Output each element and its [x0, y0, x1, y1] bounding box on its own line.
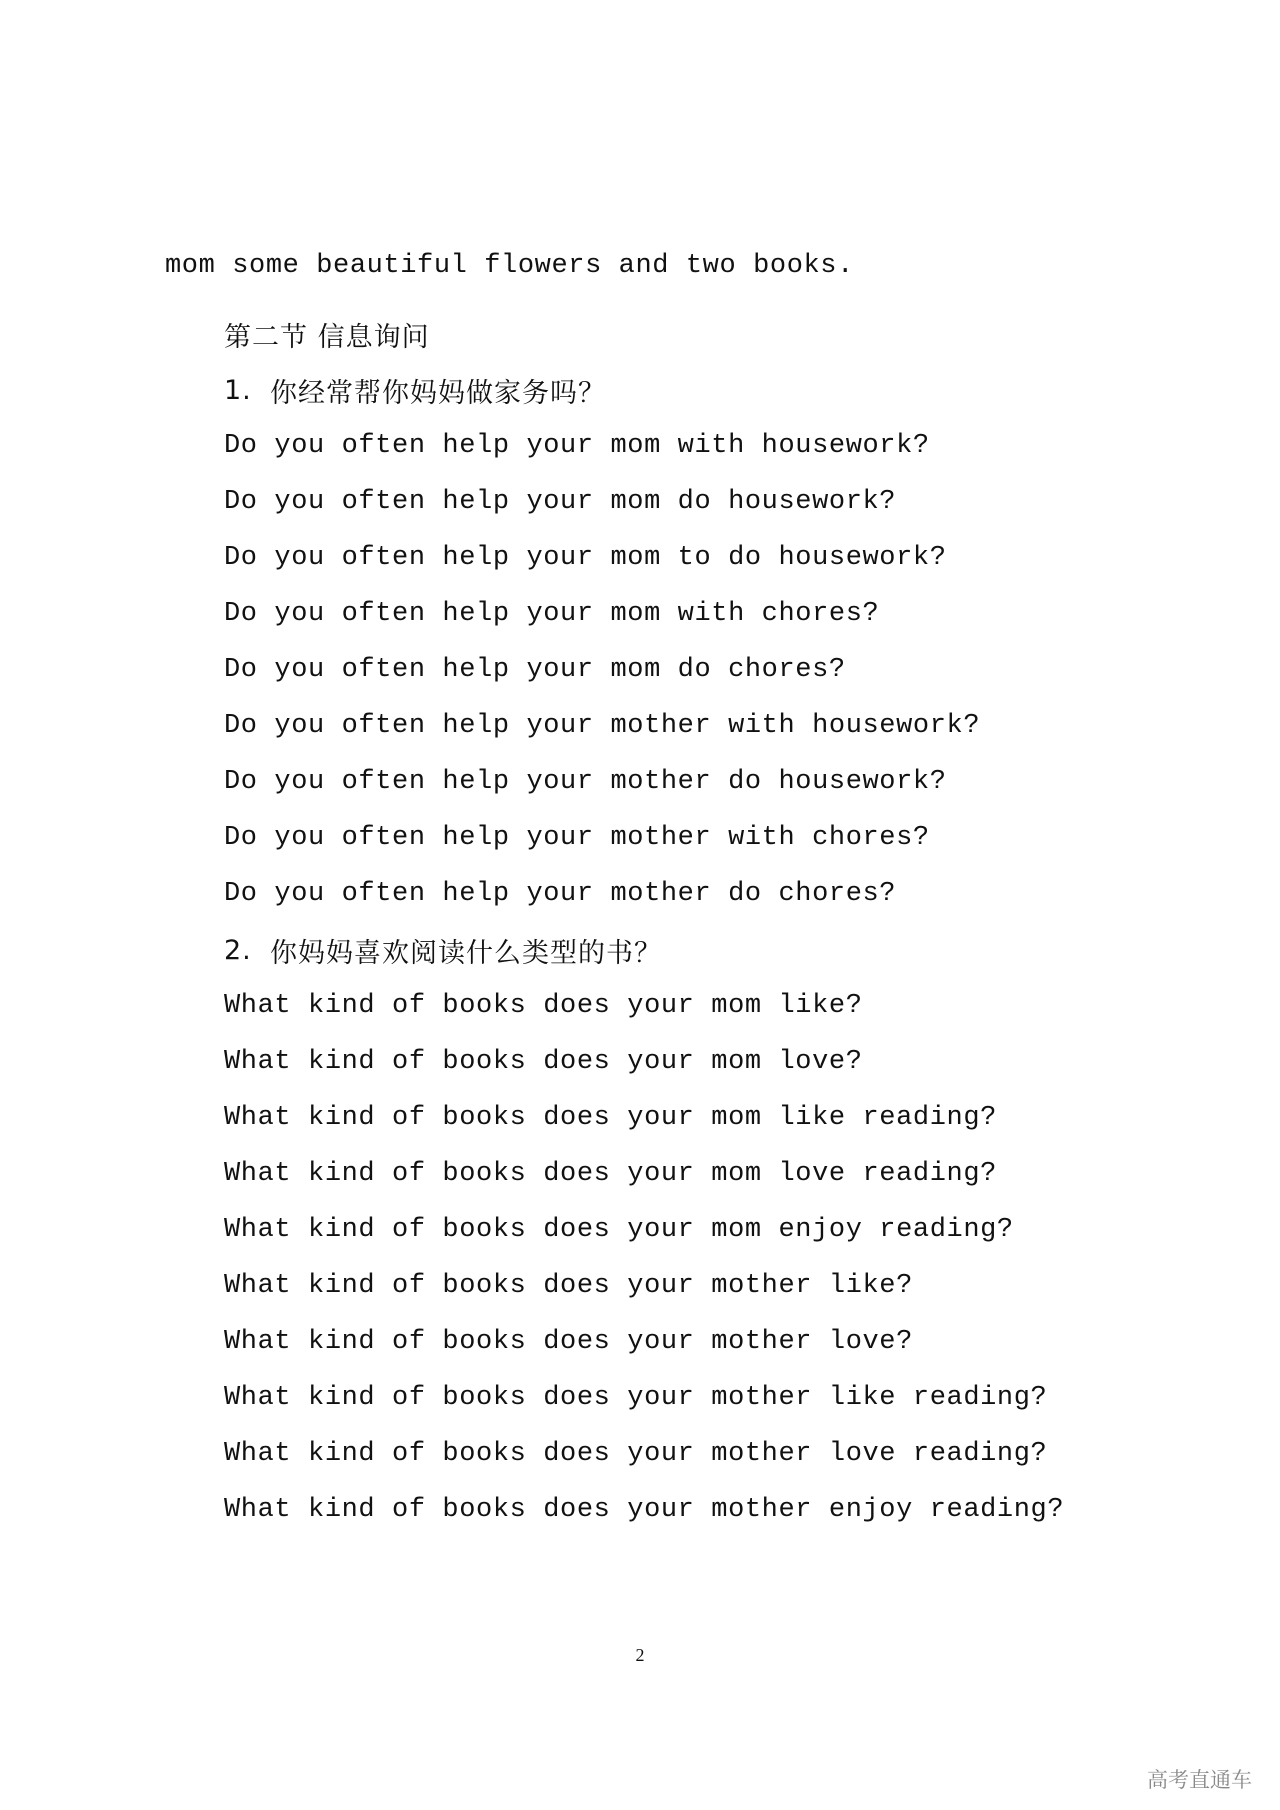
answer-line: Do you often help your mom to do housework?: [224, 543, 947, 573]
question-2-number: 2.: [224, 934, 252, 966]
continuation-line: mom some beautiful flowers and two books.: [165, 251, 854, 281]
answer-line: What kind of books does your mother love?: [224, 1327, 913, 1357]
answer-line: What kind of books does your mother enjoy reading?: [224, 1495, 1065, 1525]
answer-line: What kind of books does your mother like reading?: [224, 1383, 1048, 1413]
answer-line: Do you often help your mom with housework?: [224, 431, 930, 461]
answer-line: What kind of books does your mom enjoy reading?: [224, 1215, 1014, 1245]
answer-line: Do you often help your mother do chores?: [224, 879, 897, 909]
answer-line: Do you often help your mom do chores?: [224, 655, 846, 685]
answer-line: What kind of books does your mother love reading?: [224, 1439, 1048, 1469]
question-2-prompt: 你妈妈喜欢阅读什么类型的书？: [270, 937, 662, 969]
question-1-heading: [224, 362, 1064, 418]
answer-line: Do you often help your mom do housework?: [224, 487, 897, 517]
answer-line: Do you often help your mom with chores?: [224, 599, 880, 629]
answer-line: Do you often help your mother with chores?: [224, 823, 930, 853]
question-2-heading: [224, 922, 1064, 978]
answer-line: What kind of books does your mother like?: [224, 1271, 913, 1301]
section-title: 第二节 信息询问: [224, 321, 430, 353]
answer-line: What kind of books does your mom love?: [224, 1047, 863, 1077]
answer-line: Do you often help your mother with housework?: [224, 711, 981, 741]
answer-line: Do you often help your mother do housework?: [224, 767, 947, 797]
section-block: [224, 306, 1064, 1538]
answer-line: What kind of books does your mom like?: [224, 991, 863, 1021]
page-number: 2: [635, 1645, 645, 1665]
question-1-prompt: 你经常帮你妈妈做家务吗？: [270, 377, 606, 409]
question-1-number: 1.: [224, 374, 252, 406]
watermark-text: 高考直通车: [1147, 1768, 1252, 1792]
answer-line: What kind of books does your mom like reading?: [224, 1103, 997, 1133]
answer-line: What kind of books does your mom love reading?: [224, 1159, 997, 1189]
